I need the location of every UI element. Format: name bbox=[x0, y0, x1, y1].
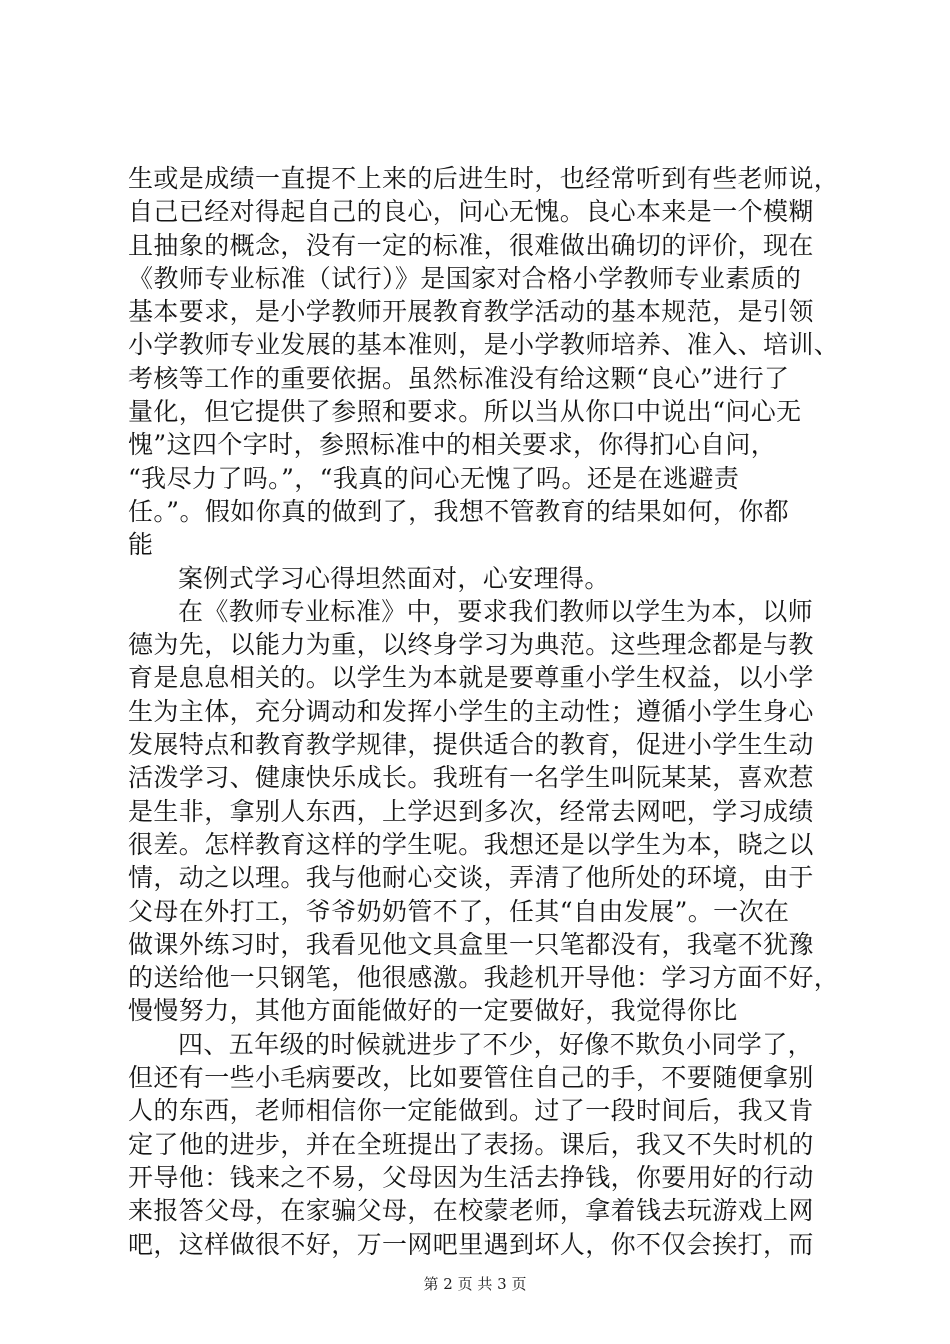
text-line: 量化，但它提供了参照和要求。所以当从你口中说出“问心无 bbox=[128, 397, 802, 427]
text-line: 来报答父母，在家骗父母，在校蒙老师，拿着钱去玩游戏上网 bbox=[128, 1196, 814, 1226]
text-line: 能 bbox=[128, 530, 154, 560]
text-line: 愧”这四个字时，参照标准中的相关要求，你得扪心自问， bbox=[128, 430, 777, 460]
text-line: 父母在外打工，爷爷奶奶管不了，任其“自由发展”。一次在 bbox=[128, 896, 790, 926]
document-body bbox=[128, 162, 840, 1261]
text-line: 但还有一些小毛病要改，比如要管住自己的手，不要随便拿别 bbox=[128, 1063, 814, 1093]
text-line: 自己已经对得起自己的良心，问心无愧。良心本来是一个模糊 bbox=[128, 197, 814, 227]
text-line: 是生非，拿别人东西，上学迟到多次，经常去网吧，学习成绩 bbox=[128, 796, 814, 826]
text-line: 生或是成绩一直提不上来的后进生时，也经常听到有些老师说， bbox=[128, 164, 840, 193]
text-line: 且抽象的概念，没有一定的标准，很难做出确切的评价，现在 bbox=[128, 230, 814, 260]
text-line: 《教师专业标准（试行）》是国家对合格小学教师专业素质的 bbox=[128, 263, 802, 293]
text-line: 德为先，以能力为重，以终身学习为典范。这些理念都是与教 bbox=[128, 630, 814, 660]
text-line: 做课外练习时，我看见他文具盒里一只笔都没有，我毫不犹豫 bbox=[128, 929, 814, 959]
text-line: 基本要求，是小学教师开展教育教学活动的基本规范，是引领 bbox=[128, 297, 814, 327]
text-line: 小学教师专业发展的基本准则，是小学教师培养、准入、培训、 bbox=[128, 330, 840, 360]
text-line: 慢慢努力，其他方面能做好的一定要做好，我觉得你比 bbox=[128, 996, 738, 1026]
text-line: “我尽力了吗。”，“我真的问心无愧了吗。还是在逃避责 bbox=[128, 463, 740, 493]
page-number-footer: 第 2 页 共 3 页 bbox=[423, 1275, 527, 1293]
text-line: 定了他的进步，并在全班提出了表扬。课后，我又不失时机的 bbox=[128, 1129, 814, 1159]
text-line: 发展特点和教育教学规律，提供适合的教育，促进小学生生动 bbox=[128, 730, 814, 760]
paragraph-first-line: 案例式学习心得坦然面对，心安理得。 bbox=[178, 563, 610, 593]
text-line: 考核等工作的重要依据。虽然标准没有给这颗“良心”进行了 bbox=[128, 363, 790, 393]
text-line: 很差。怎样教育这样的学生呢。我想还是以学生为本，晓之以 bbox=[128, 829, 814, 859]
text-line: 育是息息相关的。以学生为本就是要尊重小学生权益，以小学 bbox=[128, 663, 814, 693]
paragraph-first-line: 在《教师专业标准》中，要求我们教师以学生为本，以师 bbox=[178, 596, 814, 626]
text-line: 开导他：钱来之不易，父母因为生活去挣钱，你要用好的行动 bbox=[128, 1162, 814, 1192]
text-line: 的送给他一只钢笔，他很感激。我趁机开导他：学习方面不好， bbox=[128, 963, 840, 993]
text-line: 人的东西，老师相信你一定能做到。过了一段时间后，我又肯 bbox=[128, 1096, 814, 1126]
text-line: 吧，这样做很不好，万一网吧里遇到坏人，你不仅会挨打，而 bbox=[128, 1229, 814, 1259]
text-line: 生为主体，充分调动和发挥小学生的主动性；遵循小学生身心 bbox=[128, 696, 814, 726]
paragraph-first-line: 四、五年级的时候就进步了不少，好像不欺负小同学了， bbox=[178, 1029, 814, 1059]
text-line: 任。”。假如你真的做到了，我想不管教育的结果如何，你都 bbox=[128, 496, 790, 526]
text-line: 活泼学习、健康快乐成长。我班有一名学生叫阮某某，喜欢惹 bbox=[128, 763, 814, 793]
text-line: 情，动之以理。我与他耐心交谈，弄清了他所处的环境，由于 bbox=[128, 863, 814, 893]
